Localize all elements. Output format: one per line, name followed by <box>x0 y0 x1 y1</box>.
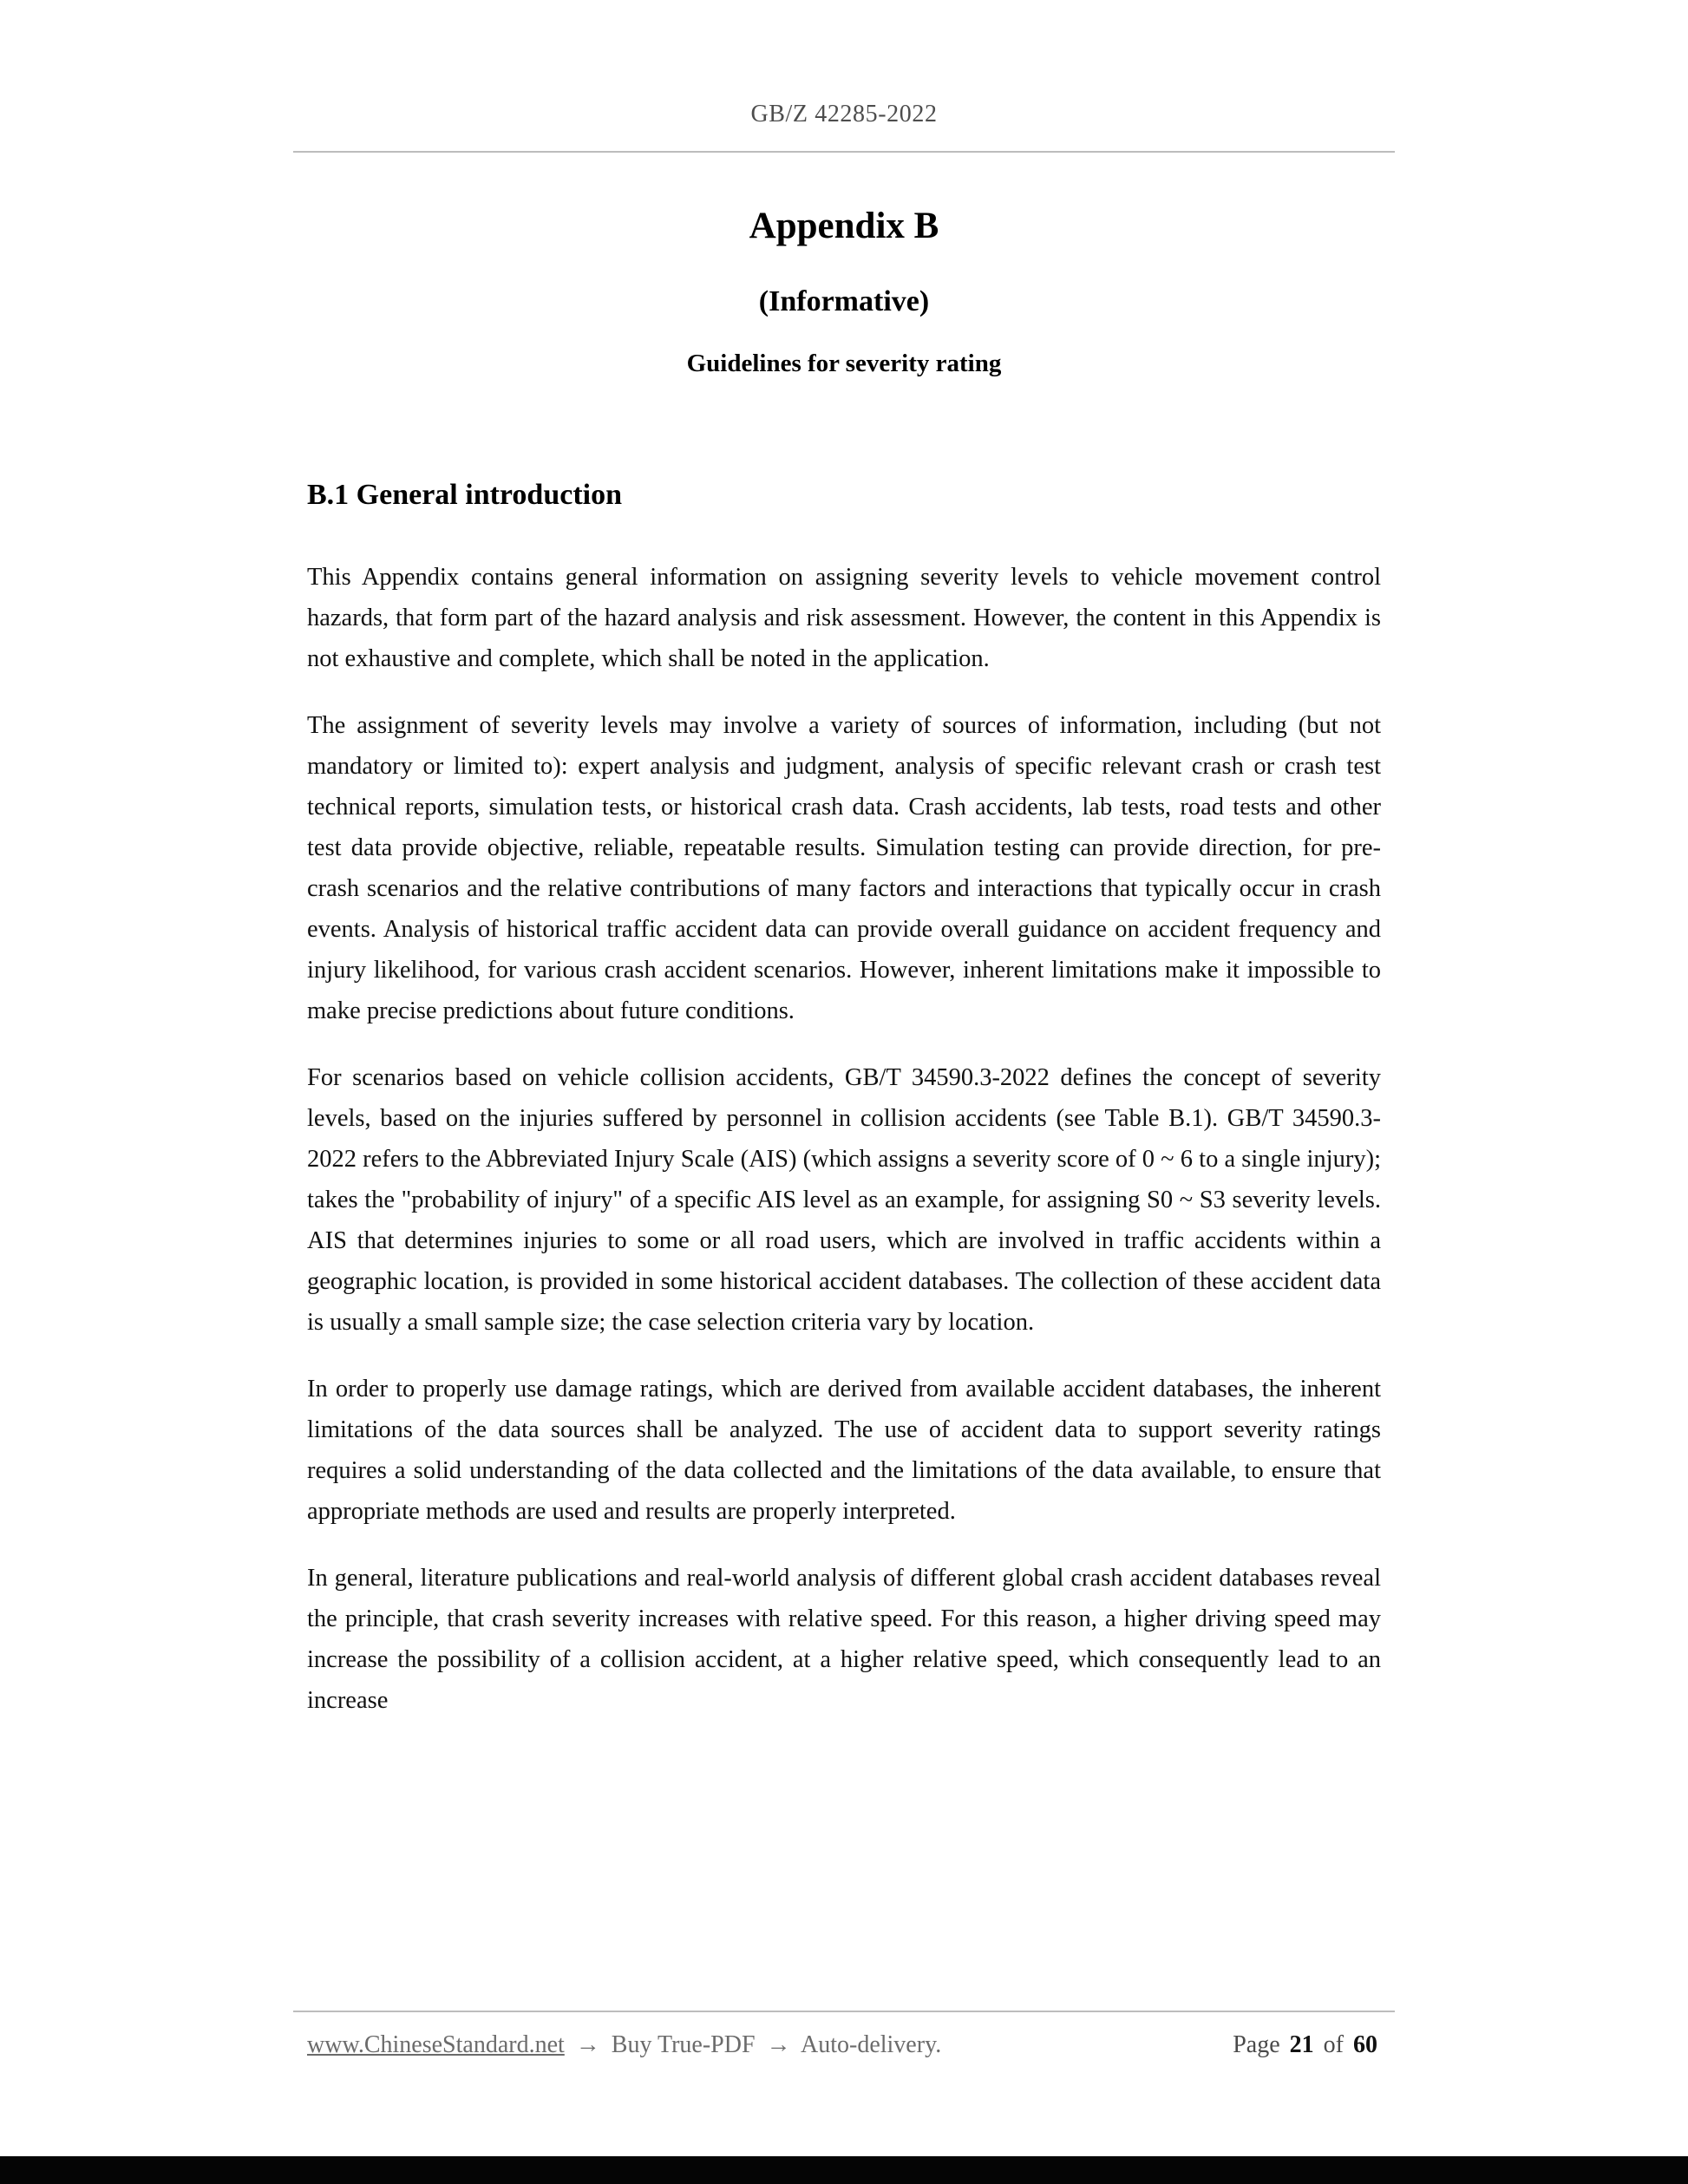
appendix-title: Appendix B <box>749 206 939 246</box>
arrow-icon: → <box>766 2031 791 2058</box>
document-number: GB/Z 42285-2022 <box>750 101 938 128</box>
header-divider <box>293 151 1395 153</box>
current-page-number: 21 <box>1289 2031 1314 2058</box>
bottom-edge-bar <box>0 2156 1688 2184</box>
of-label: of <box>1323 2031 1344 2058</box>
paragraph: This Appendix contains general information on assigning severity levels to vehicle movement control hazards, that form part of the hazard analysis and risk assessment. However, the content in this Appendix is not exhaustive and complete, which shall be noted in the application. <box>307 564 1381 672</box>
page-indicator <box>1233 2031 1381 2059</box>
paragraph: For scenarios based on vehicle collision accidents, GB/T 34590.3-2022 defines the concept of severity levels, based on the injuries suffered by personnel in collision accidents (see Table B.1). GB/T 34590.3-2022 refers to the Abbreviated Injury Scale (AIS) (which assigns a severity score of 0 ~ 6 to a single injury); takes the "probability of injury" of a specific AIS level as an example, for assigning S0 ~ S3 severity levels. AIS that determines injuries to some or all road users, which are involved in traffic accidents within a geographic location, is provided in some historical accident databases. The collection of these accident data is usually a small sample size; the case selection criteria vary by location. <box>307 1064 1381 1336</box>
site-link[interactable]: www.ChineseStandard.net <box>307 2031 565 2058</box>
paragraph: The assignment of severity levels may involve a variety of sources of information, including (but not mandatory or limited to): expert analysis and judgment, analysis of specific relevant crash or crash test technical reports, simulation tests, or historical crash data. Crash accidents, lab tests, road tests and other test data provide objective, reliable, repeatable results. Simulation testing can provide direction, for pre-crash scenarios and the relative contributions of many factors and interactions that typically occur in crash events. Analysis of historical traffic accident data can provide overall guidance on accident frequency and injury likelihood, for various crash accident scenarios. However, inherent limitations make it impossible to make precise predictions about future conditions. <box>307 712 1381 1024</box>
arrow-icon: → <box>575 2031 600 2058</box>
buy-text: Buy True-PDF <box>611 2031 756 2058</box>
total-page-number: 60 <box>1353 2031 1377 2058</box>
paragraph: In order to properly use damage ratings, which are derived from available accident databases, the inherent limitations of the data sources shall be analyzed. The use of accident data to support severity ratings requires a solid understanding of the data collected and the limitations of the data available, to ensure that appropriate methods are used and results are properly interpreted. <box>307 1376 1381 1525</box>
page-content <box>293 0 1395 1721</box>
footer-promo <box>307 2031 941 2059</box>
subject-title: Guidelines for severity rating <box>686 350 1002 377</box>
footer-row <box>307 2031 1381 2059</box>
section-heading: B.1 General introduction <box>307 479 622 511</box>
paragraph: In general, literature publications and real-world analysis of different global crash accident databases reveal the principle, that crash severity increases with relative speed. For this reason, a higher driving speed may increase the possibility of a collision accident, at a higher relative speed, which consequently lead to an increase <box>307 1565 1381 1714</box>
page-footer <box>293 2011 1395 2059</box>
informative-label: (Informative) <box>758 285 930 317</box>
body-text <box>293 557 1395 1721</box>
delivery-text: Auto-delivery. <box>801 2031 942 2058</box>
footer-divider <box>293 2011 1395 2012</box>
page-label: Page <box>1233 2031 1280 2058</box>
